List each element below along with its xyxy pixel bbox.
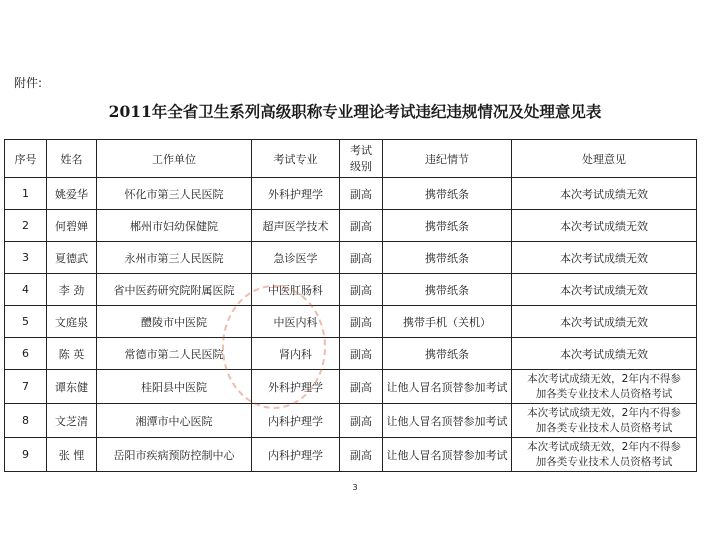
cell-action-line1: 本次考试成绩无效，2年内不得参: [527, 406, 681, 419]
cell-index: 3: [5, 242, 47, 274]
cell-violation: 让他人冒名顶替参加考试: [383, 438, 512, 472]
header-specialty: 考试专业: [252, 140, 340, 178]
cell-level: 副高: [340, 242, 383, 274]
cell-name: 何碧婵: [47, 210, 97, 242]
cell-index: 9: [5, 438, 47, 472]
table-row: [5, 306, 697, 338]
header-level: [340, 140, 383, 178]
cell-specialty: 内科护理学: [252, 404, 340, 438]
cell-unit: 桂阳县中医院: [97, 370, 252, 404]
table-row: [5, 210, 697, 242]
document-title: 2011年全省卫生系列高级职称专业理论考试违纪违规情况及处理意见表: [108, 102, 602, 121]
cell-level: 副高: [340, 338, 383, 370]
cell-action: 本次考试成绩无效: [512, 274, 697, 306]
table-row: [5, 178, 697, 210]
cell-level: 副高: [340, 178, 383, 210]
cell-violation: 让他人冒名顶替参加考试: [383, 404, 512, 438]
table-row: [5, 274, 697, 306]
header-unit: 工作单位: [97, 140, 252, 178]
cell-action-line2: 加各类专业技术人员资格考试: [535, 455, 673, 468]
cell-unit: 永州市第三人民医院: [97, 242, 252, 274]
cell-action-line2: 加各类专业技术人员资格考试: [535, 421, 673, 434]
cell-action: [512, 438, 697, 472]
cell-level: 副高: [340, 370, 383, 404]
cell-action: 本次考试成绩无效: [512, 210, 697, 242]
cell-index: 8: [5, 404, 47, 438]
header-name: 姓名: [47, 140, 97, 178]
cell-violation: 携带手机（关机）: [383, 306, 512, 338]
cell-action: 本次考试成绩无效: [512, 306, 697, 338]
header-index: 序号: [5, 140, 47, 178]
cell-action: 本次考试成绩无效: [512, 242, 697, 274]
cell-action-line1: 本次考试成绩无效，2年内不得参: [527, 372, 681, 385]
cell-violation: 携带纸条: [383, 210, 512, 242]
violations-table: [4, 139, 697, 472]
cell-level: 副高: [340, 274, 383, 306]
annex-label: 附件:: [14, 76, 43, 90]
cell-index: 7: [5, 370, 47, 404]
cell-name: 陈 英: [47, 338, 97, 370]
cell-specialty: 急诊医学: [252, 242, 340, 274]
table-row: [5, 438, 697, 472]
table-row: [5, 338, 697, 370]
cell-action: 本次考试成绩无效: [512, 338, 697, 370]
cell-specialty: 中医内科: [252, 306, 340, 338]
cell-action-line1: 本次考试成绩无效，2年内不得参: [527, 440, 681, 453]
cell-unit: 湘潭市中心医院: [97, 404, 252, 438]
cell-name: 姚爱华: [47, 178, 97, 210]
cell-specialty: 肾内科: [252, 338, 340, 370]
cell-specialty: 超声医学技术: [252, 210, 340, 242]
cell-unit: 岳阳市疾病预防控制中心: [97, 438, 252, 472]
cell-level: 副高: [340, 306, 383, 338]
table-row: [5, 404, 697, 438]
header-level-line1: 考试: [350, 143, 372, 157]
cell-violation: 携带纸条: [383, 178, 512, 210]
cell-unit: 常德市第二人民医院: [97, 338, 252, 370]
cell-level: 副高: [340, 210, 383, 242]
cell-action: [512, 370, 697, 404]
cell-violation: 携带纸条: [383, 338, 512, 370]
cell-action: 本次考试成绩无效: [512, 178, 697, 210]
cell-name: 文芝清: [47, 404, 97, 438]
cell-specialty: 外科护理学: [252, 370, 340, 404]
header-violation: 违纪情节: [383, 140, 512, 178]
cell-index: 1: [5, 178, 47, 210]
cell-index: 4: [5, 274, 47, 306]
cell-unit: 郴州市妇幼保健院: [97, 210, 252, 242]
cell-name: 谭东健: [47, 370, 97, 404]
cell-name: 夏德武: [47, 242, 97, 274]
cell-level: 副高: [340, 404, 383, 438]
cell-unit: 醴陵市中医院: [97, 306, 252, 338]
table-row: [5, 370, 697, 404]
cell-name: 张 悝: [47, 438, 97, 472]
table-header-row: [5, 140, 697, 178]
cell-name: 文庭泉: [47, 306, 97, 338]
cell-index: 5: [5, 306, 47, 338]
cell-violation: 携带纸条: [383, 274, 512, 306]
header-action: 处理意见: [512, 140, 697, 178]
cell-specialty: 外科护理学: [252, 178, 340, 210]
page-number: 3: [352, 483, 358, 492]
header-level-line2: 级别: [350, 159, 372, 173]
cell-specialty: 内科护理学: [252, 438, 340, 472]
cell-specialty: 中医肛肠科: [252, 274, 340, 306]
cell-action: [512, 404, 697, 438]
table-row: [5, 242, 697, 274]
cell-unit: 怀化市第三人民医院: [97, 178, 252, 210]
cell-index: 2: [5, 210, 47, 242]
cell-violation: 携带纸条: [383, 242, 512, 274]
cell-action-line2: 加各类专业技术人员资格考试: [535, 387, 673, 400]
cell-unit: 省中医药研究院附属医院: [97, 274, 252, 306]
cell-index: 6: [5, 338, 47, 370]
cell-level: 副高: [340, 438, 383, 472]
cell-violation: 让他人冒名顶替参加考试: [383, 370, 512, 404]
cell-name: 李 劲: [47, 274, 97, 306]
